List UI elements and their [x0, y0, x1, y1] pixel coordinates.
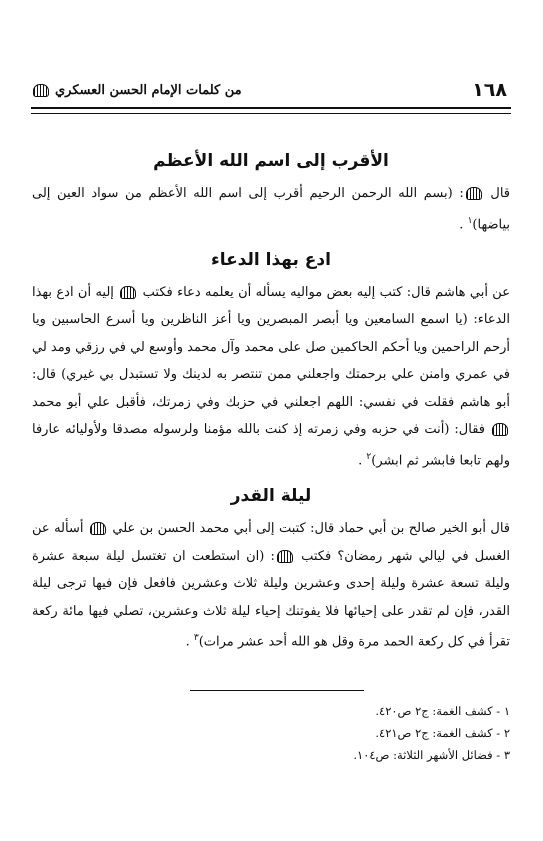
footnotes: [32, 700, 510, 766]
salutation-icon: [277, 550, 293, 563]
section-title: ادع بهذا الدعاء: [211, 249, 331, 270]
text-segment: : (بسم الله الرحمن الرحيم أقرب إلى اسم الله الأعظم من سواد العين إلى بياضها): [32, 186, 510, 232]
text-segment: : (ان استطعت ان تغتسل ليلة سبعة عشرة وليلة تسعة عشرة وليلة إحدى وعشرين وليلة ثلاث وعشرين فافعل فإن فيها ترجى ليلة القدر، فإن لم تقدر على إحيائها فلا يفوتنك إحياء ليلة ثلاث وعشرين، تصلي فيها مائة ركعة تقرأ في كل ركعة الحمد مرة وقل هو الله أحد عشر مرات): [32, 548, 510, 650]
running-title: [31, 83, 242, 98]
footnote-rule: [190, 690, 364, 691]
salutation-icon: [90, 522, 106, 535]
footnote: ١ - كشف الغمة: ج٢ ص٤٢٠.: [375, 704, 510, 718]
text-segment: .: [459, 216, 464, 232]
text-segment: فقال: (أنت في حزبه وفي زمرته إذ كنت بالله مؤمنا ولرسوله مصدقا ولأوليائه عارفا ولهم تابعا فابشر ثم ابشر): [32, 422, 510, 469]
salutation-icon: [466, 187, 482, 200]
text-segment: .: [358, 453, 363, 469]
text-segment: أسأله عن الغسل في ليالي شهر رمضان؟ فكتب: [32, 521, 511, 564]
text-segment: إليه أن ادع بهذا الدعاء: (يا اسمع السامعين ويا أبصر المبصرين ويا أعز الناظرين ويا أسرع الحاسبين ويا أرحم الراحمين ويا أحكم الحاكمين صل على محمد وآل محمد وأوسع لي في رزقي ومد لي في عمري وامنن علي برحمتك واجعلني ممن تنتصر به لدينك ولا تستبدل بي غيري) قال: أبو هاشم فقلت في نفسي: اللهم اجعلني في حزبك وفي زمرتك، فأقبل علي أبو محمد: [32, 284, 510, 410]
main-text: [32, 148, 510, 656]
salutation-icon: [492, 423, 508, 436]
footnote-ref: ٣: [193, 633, 199, 644]
running-title-text: من كلمات الإمام الحسن العسكري: [55, 82, 242, 98]
paragraph: [32, 515, 510, 656]
section-title: الأقرب إلى اسم الله الأعظم: [153, 151, 389, 171]
salutation-icon: [33, 84, 49, 97]
text-segment: قال أبو الخير صالح بن أبي حماد قال: كتبت إلى أبي محمد الحسن بن علي: [112, 521, 510, 536]
footnote-ref: ٢: [366, 452, 372, 463]
text-segment: .: [185, 634, 190, 650]
text-segment: عن أبي هاشم قال: كتب إليه بعض مواليه يسأله أن يعلمه دعاء فكتب: [142, 284, 510, 300]
footnote-ref: ١: [467, 215, 473, 226]
page-number: ١٦٨: [472, 79, 507, 101]
page-header: [31, 76, 511, 104]
section-title: ليلة القدر: [230, 486, 312, 506]
text-segment: قال: [490, 186, 510, 201]
paragraph: [32, 180, 510, 239]
footnote: ٢ - كشف الغمة: ج٢ ص٤٢١.: [375, 726, 510, 740]
paragraph: [32, 279, 510, 475]
salutation-icon: [120, 286, 136, 299]
header-rule: [31, 107, 511, 114]
footnote: ٣ - فضائل الأشهر الثلاثة: ص١٠٤.: [353, 748, 510, 762]
